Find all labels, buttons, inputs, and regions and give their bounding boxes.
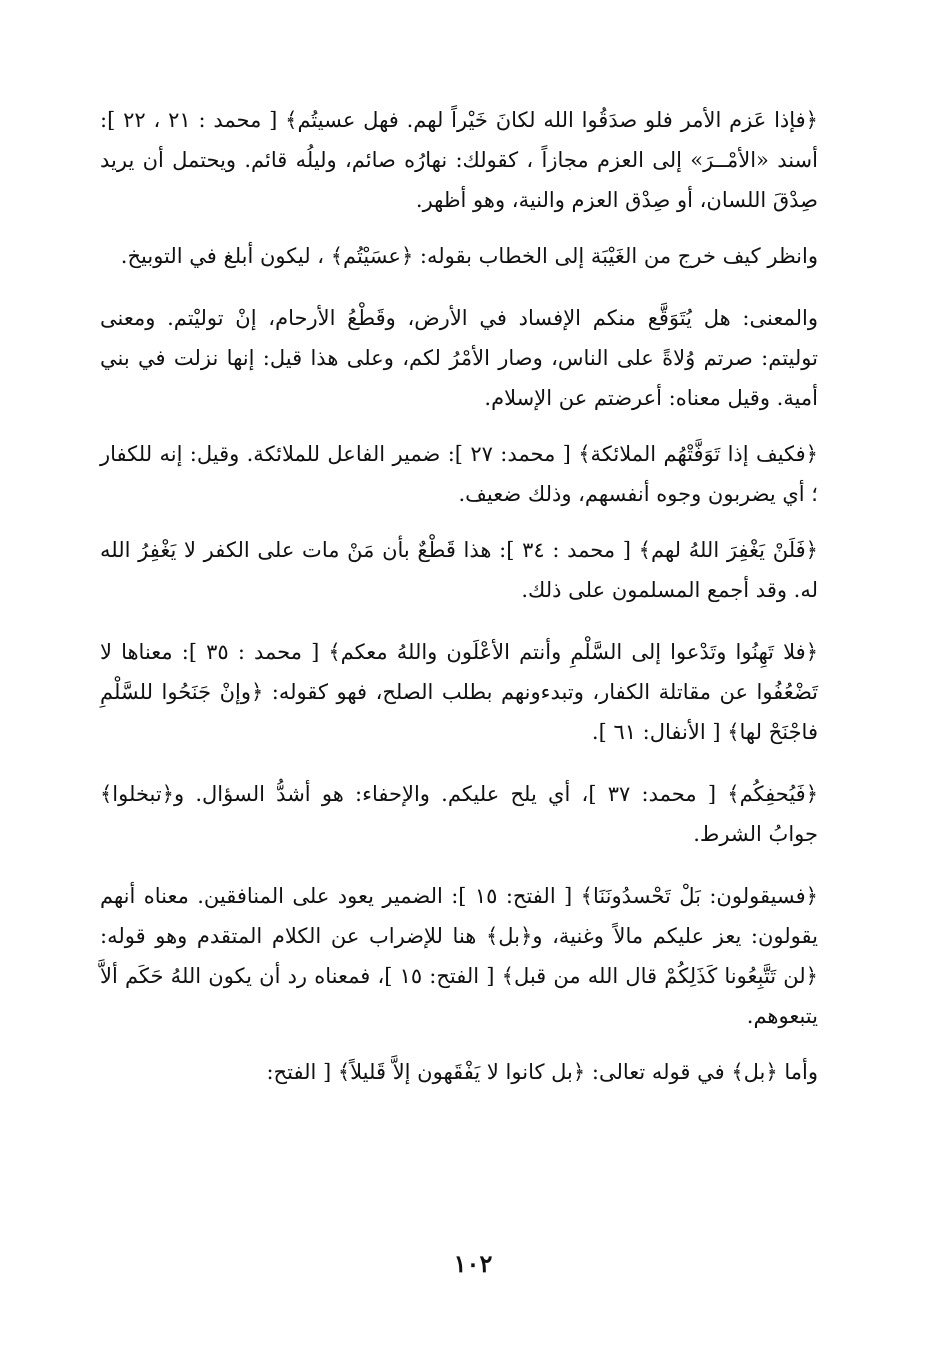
- paragraph-azm-al-amr: ﴿فإذا عَزم الأمر فلو صدَقُوا الله لكانَ خَيْراً لهم. فهل عسيتُم﴾ [ محمد : ٢١ ، ٢٢ ]: أسند «الأمْــرَ» إلى العزم مجازاً ، كقولك: نهارُه صائم، وليلُه قائم. ويحتمل أن يريد صِدْقَ اللسان، أو صِدْق العزم والنية، وهو أظهر.: [100, 108, 818, 212]
- paragraph-tahsudunana: ﴿فسيقولون: بَلْ تَحْسدُونَنَا﴾ [ الفتح: ١٥ ]: الضمير يعود على المنافقين. معناه أنهم يقولون: يعز عليكم مالاً وغنية، و﴿بل﴾ هنا للإضراب عن الكلام المتقدم وهو قوله: ﴿لن تَتَّبِعُونا كَذَلِكُمْ قال الله من قبل﴾ [ الفتح: ١٥ ]، فمعناه رد أن يكون اللهُ حَكَم ألاَّ يتبعوهم.: [100, 884, 818, 1028]
- paragraph-tawaffat-hum: ﴿فكيف إذا تَوَفَّتْهُم الملائكة﴾ [ محمد: ٢٧ ]: ضمير الفاعل للملائكة. وقيل: إنه للكفار ؛ أي يضربون وجوه أنفسهم، وذلك ضعيف.: [100, 442, 818, 506]
- paragraph-ghayba-khitab: وانظر كيف خرج من الغَيْبَة إلى الخطاب بقوله: ﴿عسَيْتُم﴾ ، ليكون أبلغ في التوبيخ.: [120, 244, 818, 268]
- paragraph-lan-yaghfir: ﴿فَلَنْ يَغْفِرَ اللهُ لهم﴾ [ محمد : ٣٤ ]: هذا قَطْعٌ بأن مَنْ مات على الكفر لا يَغْفِرُ الله له. وقد أجمع المسلمون على ذلك.: [100, 538, 818, 602]
- paragraph-tawallaytum: والمعنى: هل يُتَوَقَّع منكم الإفساد في الأرض، وقَطْعُ الأرحام، إنْ توليْتم. ومعنى توليتم: صرتم وُلاةً على الناس، وصار الأمْرُ لكم، وعلى هذا قيل: إنها نزلت في بني أمية. وقيل معناه: أعرضتم عن الإسلام.: [100, 306, 818, 410]
- page-number: ١٠٢: [453, 1249, 493, 1278]
- paragraph-yuhfikum: ﴿فَيُحفِكُم﴾ [ محمد: ٣٧ ]، أي يلح عليكم. والإحفاء: هو أشدُّ السؤال. و﴿تبخلوا﴾ جوابُ الشرط.: [100, 782, 819, 846]
- paragraph-wa-amma-bal: وأما ﴿بل﴾ في قوله تعالى: ﴿بل كانوا لا يَفْقَهون إلاَّ قَليلاً﴾ [ الفتح:: [266, 1060, 818, 1084]
- paragraph-la-tahinu: ﴿فلا تَهِنُوا وتَدْعوا إلى السَّلْمِ وأنتم الأعْلَون واللهُ معكم﴾ [ محمد : ٣٥ ]: معناها لا تَضْعُفُوا عن مقاتلة الكفار، وتبدءونهم بطلب الصلح، فهو كقوله: ﴿وإنْ جَنَحُوا للسَّلْمِ فاجْنَحْ لها﴾ [ الأنفال: ٦١ ].: [100, 640, 819, 744]
